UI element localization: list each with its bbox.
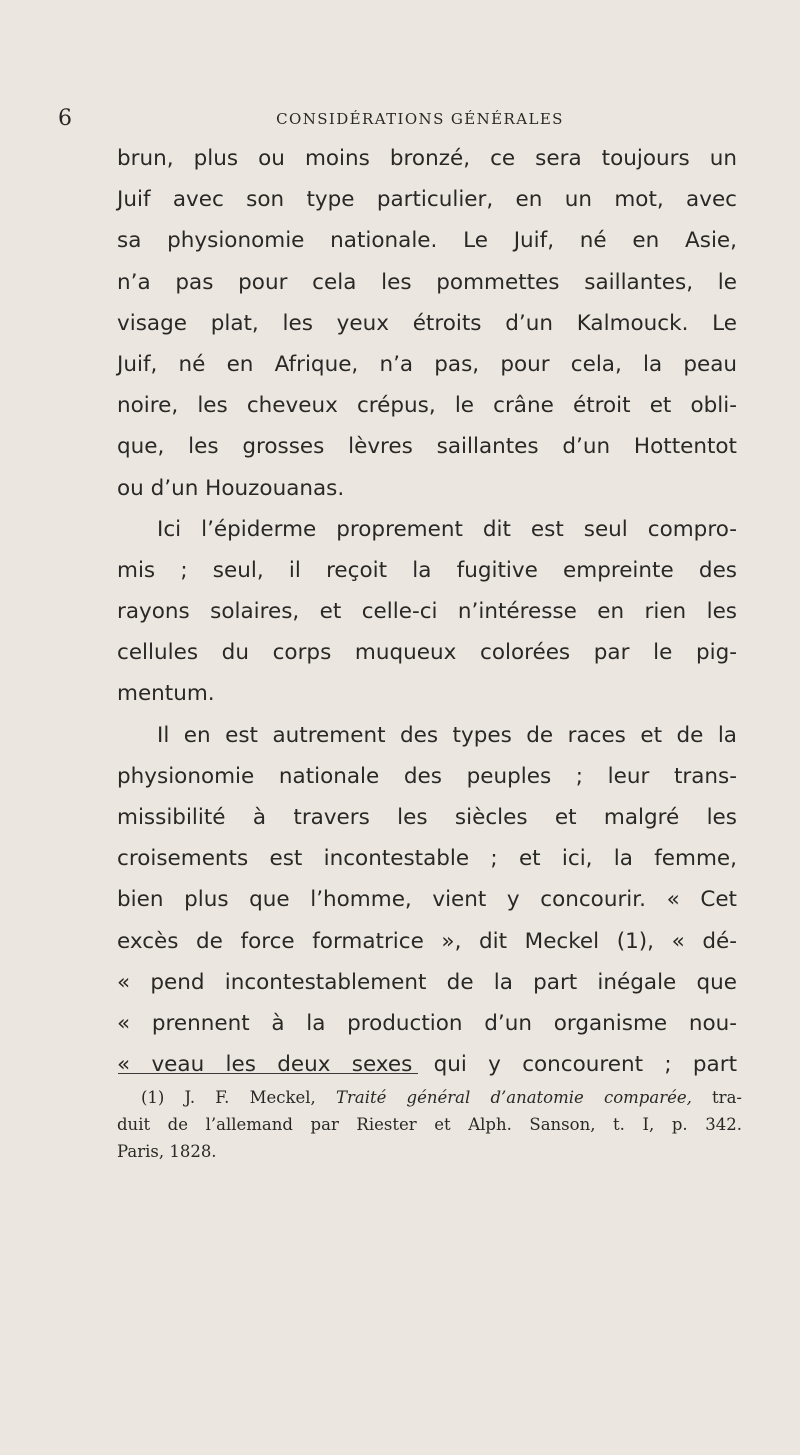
footnote-line: duit de l’allemand par Riester et Alph. Sanson, t. I, p. 342. bbox=[117, 1115, 742, 1134]
text-line: mentum. bbox=[117, 681, 215, 707]
text-line: Juif avec son type particulier, en un mot, avec bbox=[117, 187, 737, 213]
text-line: croisements est incontestable ; et ici, la femme, bbox=[117, 846, 737, 872]
footnote-citation: (1) J. F. Meckel, bbox=[141, 1088, 336, 1107]
footnote-continuation: tra- bbox=[691, 1088, 742, 1107]
body-text bbox=[117, 138, 737, 1085]
text-line: cellules du corps muqueux colorées par le pig- bbox=[117, 640, 737, 666]
footnote-divider bbox=[118, 1073, 418, 1074]
footnote bbox=[117, 1084, 742, 1165]
page-header bbox=[58, 106, 742, 132]
text-line: Juif, né en Afrique, n’a pas, pour cela, la peau bbox=[117, 351, 737, 377]
text-line: Il en est autrement des types de races et de la bbox=[157, 722, 737, 748]
text-line: bien plus que l’homme, vient y concourir. « Cet bbox=[117, 887, 737, 913]
text-line: mis ; seul, il reçoit la fugitive empreinte des bbox=[117, 557, 737, 583]
text-line: sa physionomie nationale. Le Juif, né en Asie, bbox=[117, 228, 737, 254]
footnote-line bbox=[117, 1084, 742, 1111]
text-line: « veau les deux sexes qui y concourent ; part bbox=[117, 1052, 737, 1078]
text-line: « pend incontestablement de la part inégale que bbox=[117, 969, 737, 995]
text-line: physionomie nationale des peuples ; leur trans- bbox=[117, 763, 737, 789]
text-line: missibilité à travers les siècles et malgré les bbox=[117, 805, 737, 830]
text-line: n’a pas pour cela les pommettes saillantes, le bbox=[117, 269, 737, 295]
footnote-line: Paris, 1828. bbox=[117, 1142, 217, 1161]
text-line: noire, les cheveux crépus, le crâne étroit et obli- bbox=[117, 393, 737, 419]
running-title: CONSIDÉRATIONS GÉNÉRALES bbox=[276, 110, 564, 128]
text-line: que, les grosses lèvres saillantes d’un Hottentot bbox=[117, 434, 737, 460]
text-line: excès de force formatrice », dit Meckel (1), « dé- bbox=[117, 928, 737, 954]
text-line: rayons solaires, et celle-ci n’intéresse en rien les bbox=[117, 599, 737, 625]
footnote-book-title: Traité général d’anatomie comparée, bbox=[335, 1088, 692, 1107]
text-line: « prennent à la production d’un organisme nou- bbox=[117, 1010, 737, 1036]
text-line: brun, plus ou moins bronzé, ce sera toujours un bbox=[117, 146, 737, 171]
text-line: ou d’un Houzouanas. bbox=[117, 475, 345, 501]
page-number: 6 bbox=[58, 106, 72, 131]
text-line: visage plat, les yeux étroits d’un Kalmouck. Le bbox=[117, 310, 737, 336]
text-line: Ici l’épiderme proprement dit est seul compro- bbox=[157, 516, 737, 542]
